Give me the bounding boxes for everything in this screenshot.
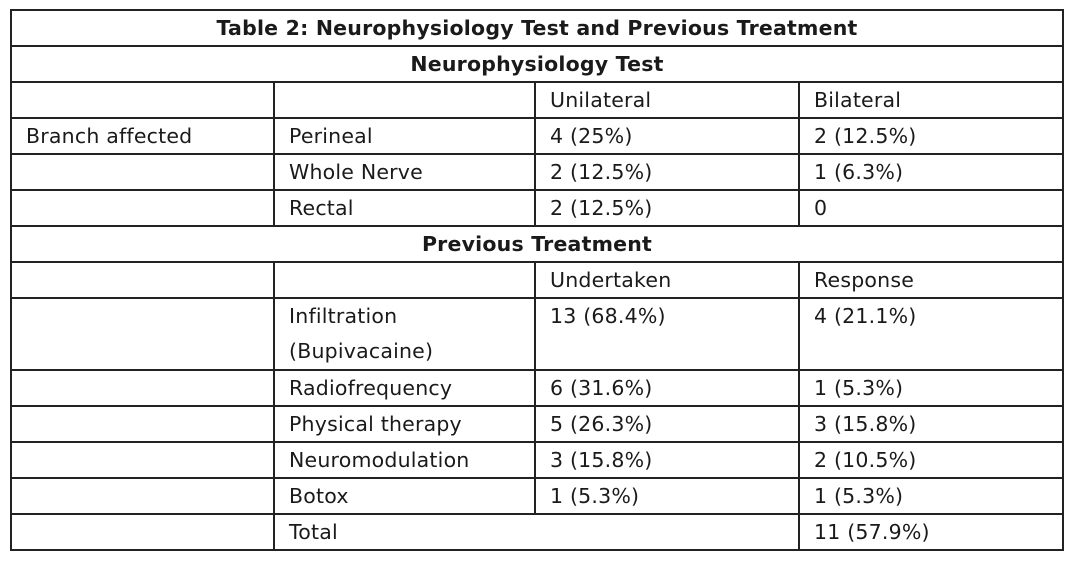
column-header-row [11, 262, 1063, 298]
table-row [11, 190, 1063, 226]
cell-value: 0 [799, 190, 1063, 226]
cell-value: 13 (68.4%) [535, 298, 799, 370]
empty-cell [11, 298, 274, 370]
row-label: Perineal [274, 118, 535, 154]
cell-value: 1 (6.3%) [799, 154, 1063, 190]
row-label-line: (Bupivacaine) [289, 339, 434, 363]
cell-value: 3 (15.8%) [535, 442, 799, 478]
column-header-unilateral: Unilateral [535, 82, 799, 118]
table-row [11, 298, 1063, 370]
cell-value: 1 (5.3%) [799, 478, 1063, 514]
cell-value: 1 (5.3%) [535, 478, 799, 514]
cell-value: 1 (5.3%) [799, 370, 1063, 406]
empty-cell [274, 82, 535, 118]
section-header-row [11, 226, 1063, 262]
total-value: 11 (57.9%) [799, 514, 1063, 550]
row-label: Whole Nerve [274, 154, 535, 190]
cell-value: 2 (10.5%) [799, 442, 1063, 478]
treatment-table [10, 9, 1064, 551]
empty-cell [11, 190, 274, 226]
empty-cell [11, 514, 274, 550]
table-title-row [11, 10, 1063, 46]
table-row [11, 370, 1063, 406]
empty-cell [11, 370, 274, 406]
column-header-undertaken: Undertaken [535, 262, 799, 298]
cell-value: 4 (25%) [535, 118, 799, 154]
empty-cell [11, 82, 274, 118]
cell-value: 3 (15.8%) [799, 406, 1063, 442]
table-row [11, 406, 1063, 442]
section-heading-previous-treatment: Previous Treatment [11, 226, 1063, 262]
empty-cell [11, 154, 274, 190]
cell-value: 4 (21.1%) [799, 298, 1063, 370]
row-label-line: Infiltration [289, 304, 398, 328]
table-row [11, 118, 1063, 154]
cell-value: 2 (12.5%) [535, 154, 799, 190]
empty-cell [11, 406, 274, 442]
table-row [11, 154, 1063, 190]
empty-cell [11, 442, 274, 478]
cell-value: 6 (31.6%) [535, 370, 799, 406]
column-header-bilateral: Bilateral [799, 82, 1063, 118]
cell-value: 2 (12.5%) [535, 190, 799, 226]
column-header-row [11, 82, 1063, 118]
row-group-label: Branch affected [11, 118, 274, 154]
empty-cell [274, 262, 535, 298]
total-label: Total [274, 514, 799, 550]
cell-value: 5 (26.3%) [535, 406, 799, 442]
row-label [274, 298, 535, 370]
table-row [11, 442, 1063, 478]
row-label: Rectal [274, 190, 535, 226]
row-label: Radiofrequency [274, 370, 535, 406]
empty-cell [11, 262, 274, 298]
column-header-response: Response [799, 262, 1063, 298]
row-label: Botox [274, 478, 535, 514]
empty-cell [11, 478, 274, 514]
table-title: Table 2: Neurophysiology Test and Previous Treatment [11, 10, 1063, 46]
section-heading-neurophysiology: Neurophysiology Test [11, 46, 1063, 82]
section-header-row [11, 46, 1063, 82]
row-label: Neuromodulation [274, 442, 535, 478]
cell-value: 2 (12.5%) [799, 118, 1063, 154]
table-row [11, 478, 1063, 514]
row-label: Physical therapy [274, 406, 535, 442]
total-row [11, 514, 1063, 550]
